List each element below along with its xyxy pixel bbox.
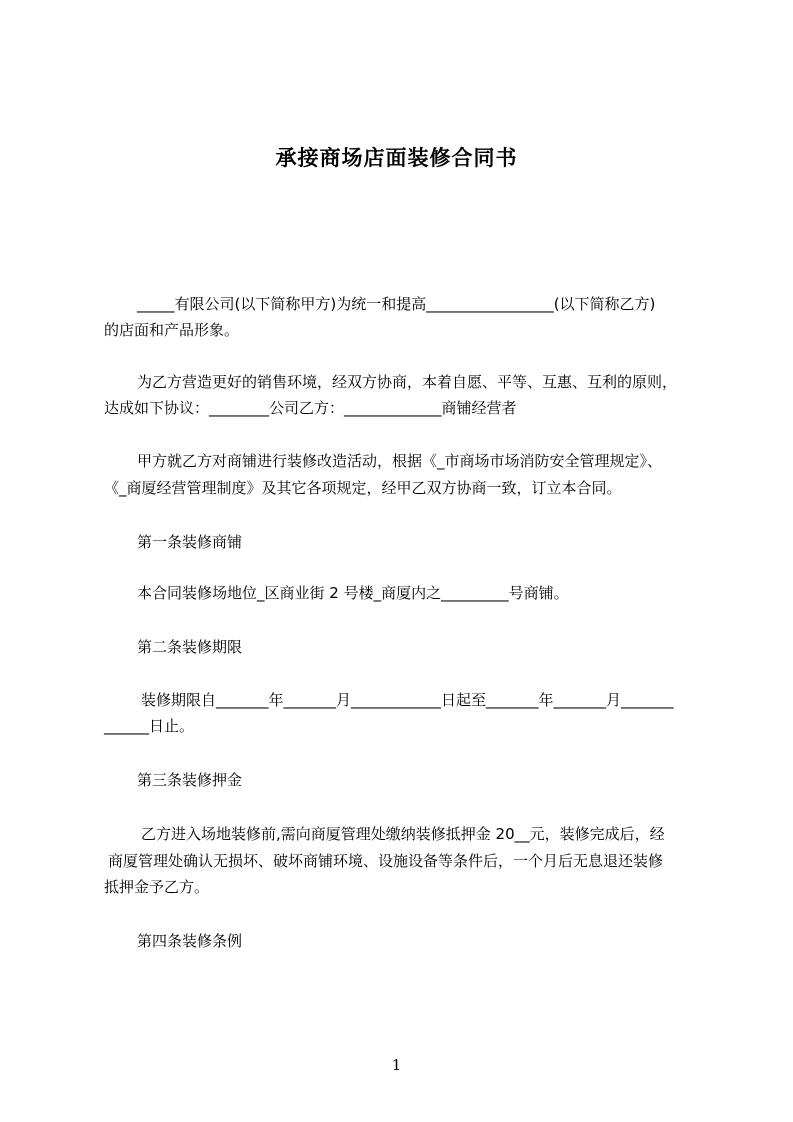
- paragraph-1-line-1: _____有限公司(以下简称甲方)为统一和提高_________________(以下简称乙方): [137, 295, 656, 313]
- section-heading-2: 第二条装修期限: [137, 638, 243, 656]
- section-3-line-3: 抵押金予乙方。: [104, 878, 210, 896]
- section-1-text: 本合同装修场地位_区商业街 2 号楼_商厦内之_________号商铺。: [137, 584, 569, 602]
- section-3-line-1: 乙方进入场地装修前,需向商厦管理处缴纳装修抵押金 20__元，装修完成后，经: [141, 825, 665, 843]
- document-title: 承接商场店面装修合同书: [275, 146, 518, 170]
- section-heading-1: 第一条装修商铺: [137, 533, 243, 551]
- page-number: 1: [391, 1056, 402, 1074]
- paragraph-2-line-2: 达成如下协议：________公司乙方：_____________商铺经营者: [104, 399, 517, 417]
- section-heading-4: 第四条装修条例: [137, 932, 243, 950]
- section-2-line-1: 装修期限自_______年_______月____________日起至_______年_______月_______: [141, 691, 674, 709]
- section-2-line-2: ______日止。: [104, 717, 195, 735]
- paragraph-2-line-1: 为乙方营造更好的销售环境，经双方协商，本着自愿、平等、互惠、互利的原则，: [137, 373, 678, 391]
- section-3-line-2: 商厦管理处确认无损坏、破坏商铺环境、设施设备等条件后，一个月后无息退还装修: [108, 852, 664, 870]
- paragraph-3-line-1: 甲方就乙方对商铺进行装修改造活动，根据《_市商场市场消防安全管理规定》、: [137, 452, 663, 470]
- section-heading-3: 第三条装修押金: [137, 771, 243, 789]
- paragraph-3-line-2: 《_商厦经营管理制度》及其它各项规定，经甲乙双方协商一致，订立本合同。: [104, 479, 622, 497]
- paragraph-1-line-2: 的店面和产品形象。: [104, 321, 240, 339]
